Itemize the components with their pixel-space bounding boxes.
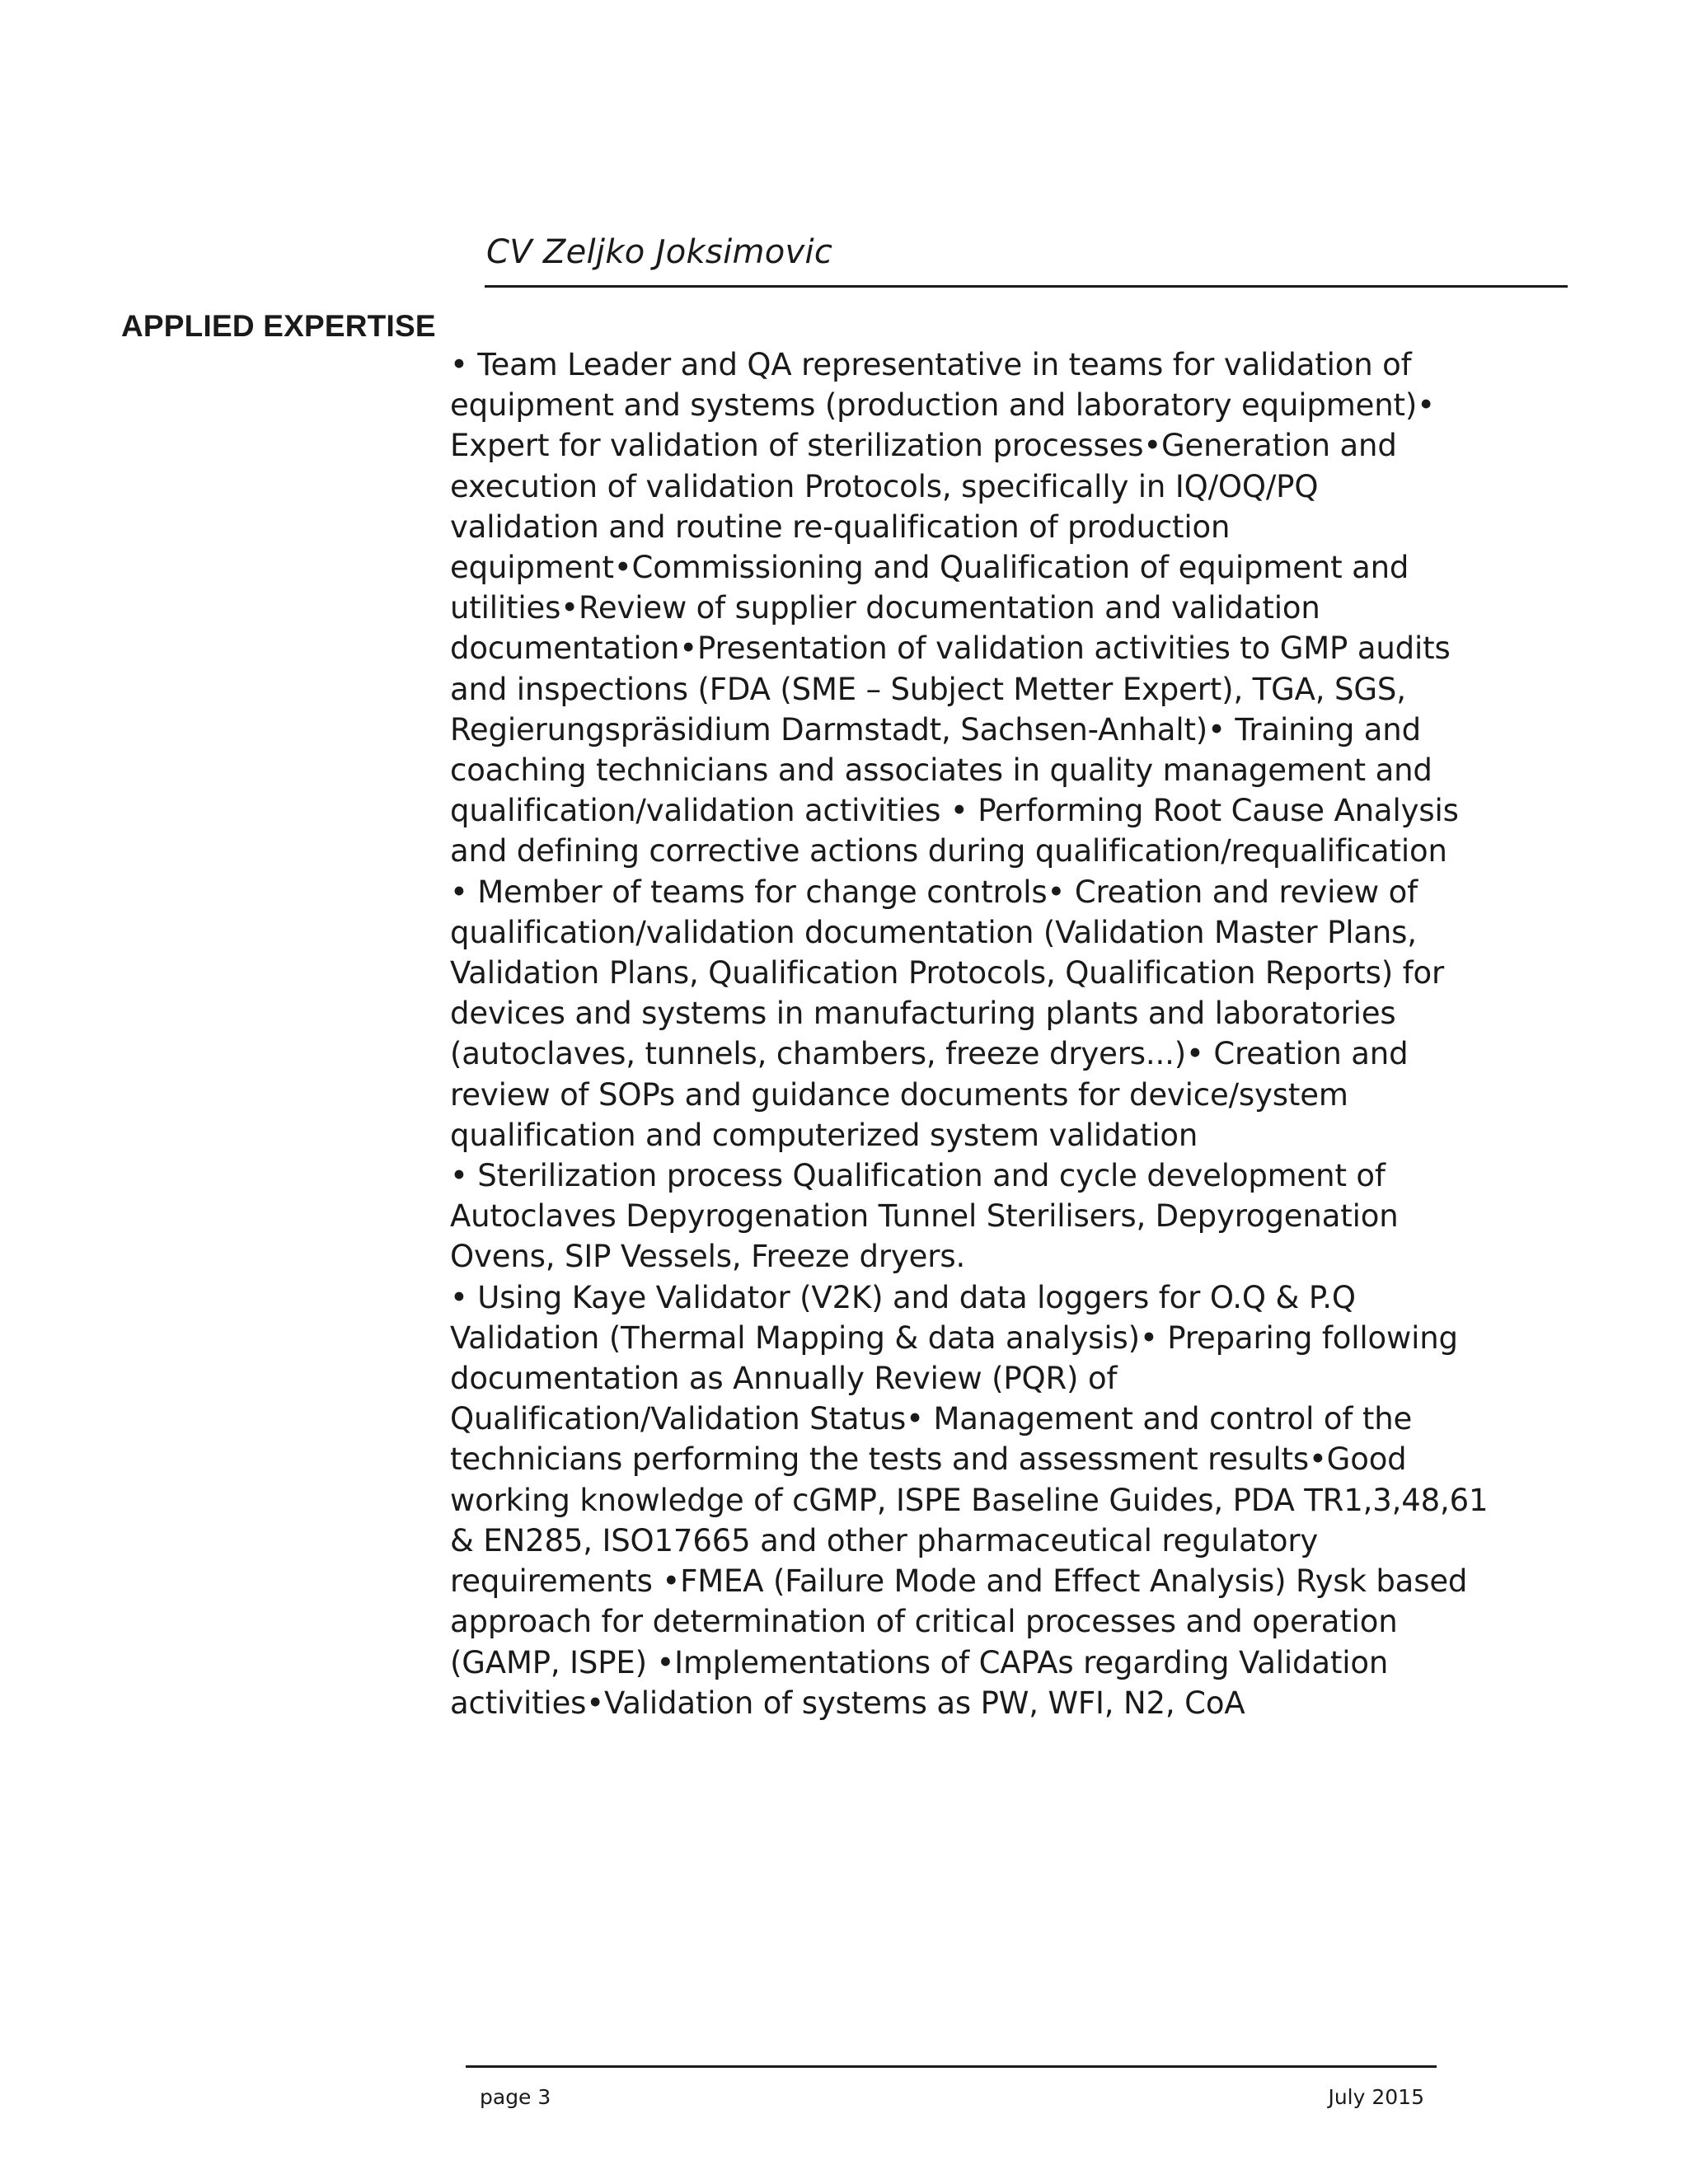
body-line: • Using Kaye Validator (V2K) and data loggers for O.Q & P.Q [450,1279,1356,1315]
body-line: execution of validation Protocols, specifically in IQ/OQ/PQ [450,468,1319,504]
body-line: (autoclaves, tunnels, chambers, freeze dryers...)• Creation and [450,1036,1409,1072]
footer-rule [466,2065,1437,2068]
body-line: devices and systems in manufacturing plants and laboratories [450,996,1396,1032]
body-line: • Member of teams for change controls• Creation and review of [450,874,1418,910]
header-title: CV Zeljko Joksimovic [486,233,833,271]
body-line: working knowledge of cGMP, ISPE Baseline Guides, PDA TR1,3,48,61 [450,1482,1489,1518]
body-line: Qualification/Validation Status• Management and control of the [450,1401,1413,1437]
body-line: equipment•Commissioning and Qualification of equipment and [450,550,1409,586]
body-line: (GAMP, ISPE) •Implementations of CAPAs regarding Validation [450,1644,1389,1680]
body-line: technicians performing the tests and assessment results•Good [450,1441,1407,1478]
body-line: • Sterilization process Qualification and cycle development of [450,1158,1386,1194]
footer-page-number: page 3 [480,2085,551,2109]
body-line: qualification/validation activities • Performing Root Cause Analysis [450,793,1459,829]
body-line: review of SOPs and guidance documents for device/system [450,1076,1348,1113]
header-rule [485,285,1568,288]
body-line: Autoclaves Depyrogenation Tunnel Sterilisers, Depyrogenation [450,1198,1399,1235]
expertise-body [450,344,1604,1723]
body-line: Ovens, SIP Vessels, Freeze dryers. [450,1239,966,1275]
footer-date: July 2015 [1328,2085,1424,2109]
body-line: Expert for validation of sterilization processes•Generation and [450,428,1397,464]
body-line: documentation•Presentation of validation activities to GMP audits [450,630,1451,667]
body-line: coaching technicians and associates in quality management and [450,752,1432,789]
body-line: and inspections (FDA (SME – Subject Metter Expert), TGA, SGS, [450,671,1406,707]
body-line: requirements •FMEA (Failure Mode and Effect Analysis) Rysk based [450,1563,1468,1600]
body-line: approach for determination of critical processes and operation [450,1604,1398,1640]
body-line: utilities•Review of supplier documentation and validation [450,590,1320,626]
section-heading: APPLIED EXPERTISE [121,309,436,343]
body-line: activities•Validation of systems as PW, WFI, N2, CoA [450,1685,1245,1721]
body-line: & EN285, ISO17665 and other pharmaceutical regulatory [450,1522,1319,1558]
body-line: qualification/validation documentation (Validation Master Plans, [450,914,1417,950]
body-line: • Team Leader and QA representative in teams for validation of [450,347,1412,382]
body-line: documentation as Annually Review (PQR) of [450,1361,1118,1397]
body-line: equipment and systems (production and laboratory equipment)• [450,387,1435,424]
body-line: Validation Plans, Qualification Protocols, Qualification Reports) for [450,955,1445,991]
body-line: qualification and computerized system validation [450,1117,1198,1153]
body-line: Regierungspräsidium Darmstadt, Sachsen-Anhalt)• Training and [450,711,1421,748]
body-line: and defining corrective actions during qualification/requalification [450,833,1447,869]
body-line: validation and routine re-qualification of production [450,509,1231,545]
body-line: Validation (Thermal Mapping & data analysis)• Preparing following [450,1319,1458,1356]
